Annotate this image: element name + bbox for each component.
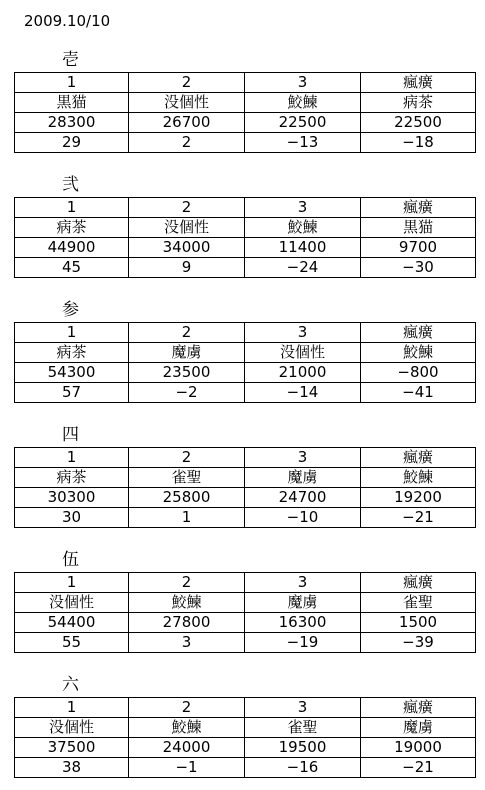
table-cell: −10 [245,508,361,528]
round-title: 壱 [62,50,79,70]
table-cell: 19000 [361,738,476,758]
table-cell: 2 [129,133,245,153]
table-cell: 1 [15,198,129,218]
table-cell: 3 [245,448,361,468]
table-cell: 雀聖 [361,593,476,613]
table-cell: 鮫鰊 [361,343,476,363]
table-cell: 没個性 [15,593,129,613]
table-cell: 25800 [129,488,245,508]
table-cell: 34000 [129,238,245,258]
table-cell: 16300 [245,613,361,633]
table-cell: 37500 [15,738,129,758]
table-cell: −18 [361,133,476,153]
table-cell: 54300 [15,363,129,383]
table-cell: 1 [15,573,129,593]
score-row [15,258,476,278]
score-table [14,197,476,278]
table-cell: −39 [361,633,476,653]
score-table [14,447,476,528]
table-cell: 38 [15,758,129,778]
table-cell: 11400 [245,238,361,258]
table-cell: 26700 [129,113,245,133]
score-row [15,633,476,653]
table-cell: 瘋癀 [361,448,476,468]
score-row [15,383,476,403]
table-cell: 3 [245,573,361,593]
round-title: 四 [62,425,79,445]
table-cell: −800 [361,363,476,383]
table-cell: 3 [245,73,361,93]
table-cell: 24000 [129,738,245,758]
rank-row [15,573,476,593]
table-cell: 9 [129,258,245,278]
table-cell: 病茶 [15,343,129,363]
table-cell: 瘋癀 [361,198,476,218]
points-row [15,738,476,758]
table-cell: 黒猫 [15,93,129,113]
table-cell: −41 [361,383,476,403]
table-cell: 28300 [15,113,129,133]
table-cell: 1 [15,448,129,468]
table-cell: 23500 [129,363,245,383]
table-cell: 1 [15,698,129,718]
table-cell: 没個性 [129,93,245,113]
table-cell: 27800 [129,613,245,633]
table-cell: 30 [15,508,129,528]
player-row [15,93,476,113]
score-table [14,72,476,153]
table-cell: 21000 [245,363,361,383]
table-cell: 54400 [15,613,129,633]
player-row [15,718,476,738]
table-cell: 2 [129,198,245,218]
table-cell: −21 [361,508,476,528]
table-cell: −30 [361,258,476,278]
table-cell: 1 [129,508,245,528]
score-row [15,508,476,528]
table-cell: 1500 [361,613,476,633]
table-cell: 29 [15,133,129,153]
table-cell: 鮫鰊 [129,593,245,613]
table-cell: 2 [129,323,245,343]
table-cell: 病茶 [15,468,129,488]
table-cell: 3 [245,323,361,343]
rank-row [15,323,476,343]
table-cell: 鮫鰊 [361,468,476,488]
round-title: 弐 [62,175,79,195]
table-cell: 瘋癀 [361,698,476,718]
rank-row [15,198,476,218]
table-cell: 鮫鰊 [245,93,361,113]
points-row [15,613,476,633]
points-row [15,488,476,508]
score-row [15,758,476,778]
round-title: 参 [62,300,79,320]
table-cell: −1 [129,758,245,778]
table-cell: 45 [15,258,129,278]
table-cell: 30300 [15,488,129,508]
points-row [15,113,476,133]
table-cell: 3 [245,698,361,718]
player-row [15,593,476,613]
table-cell: 3 [129,633,245,653]
table-cell: −24 [245,258,361,278]
table-cell: 没個性 [129,218,245,238]
table-cell: 雀聖 [245,718,361,738]
table-cell: −2 [129,383,245,403]
table-cell: 黒猫 [361,218,476,238]
table-cell: −13 [245,133,361,153]
table-cell: 病茶 [15,218,129,238]
table-cell: 3 [245,198,361,218]
table-cell: 2 [129,448,245,468]
table-cell: 22500 [245,113,361,133]
date-label: 2009.10/10 [24,12,111,30]
rank-row [15,448,476,468]
table-cell: 24700 [245,488,361,508]
points-row [15,363,476,383]
round-title: 六 [62,675,79,695]
table-cell: 魔虜 [129,343,245,363]
table-cell: 没個性 [245,343,361,363]
table-cell: 没個性 [15,718,129,738]
rank-row [15,73,476,93]
table-cell: 57 [15,383,129,403]
table-cell: 雀聖 [129,468,245,488]
player-row [15,343,476,363]
table-cell: −19 [245,633,361,653]
table-cell: −14 [245,383,361,403]
player-row [15,218,476,238]
table-cell: 19200 [361,488,476,508]
score-table [14,572,476,653]
table-cell: 魔虜 [361,718,476,738]
score-table [14,322,476,403]
table-cell: 瘋癀 [361,73,476,93]
rank-row [15,698,476,718]
table-cell: 瘋癀 [361,573,476,593]
table-cell: 1 [15,323,129,343]
table-cell: 魔虜 [245,593,361,613]
table-cell: 2 [129,73,245,93]
table-cell: 2 [129,698,245,718]
table-cell: 鮫鰊 [129,718,245,738]
table-cell: 病茶 [361,93,476,113]
table-cell: 19500 [245,738,361,758]
table-cell: 44900 [15,238,129,258]
score-table [14,697,476,778]
table-cell: 2 [129,573,245,593]
table-cell: 22500 [361,113,476,133]
table-cell: 鮫鰊 [245,218,361,238]
table-cell: 魔虜 [245,468,361,488]
player-row [15,468,476,488]
table-cell: −16 [245,758,361,778]
table-cell: 瘋癀 [361,323,476,343]
table-cell: 1 [15,73,129,93]
table-cell: 55 [15,633,129,653]
round-title: 伍 [62,550,79,570]
score-row [15,133,476,153]
table-cell: 9700 [361,238,476,258]
table-cell: −21 [361,758,476,778]
points-row [15,238,476,258]
